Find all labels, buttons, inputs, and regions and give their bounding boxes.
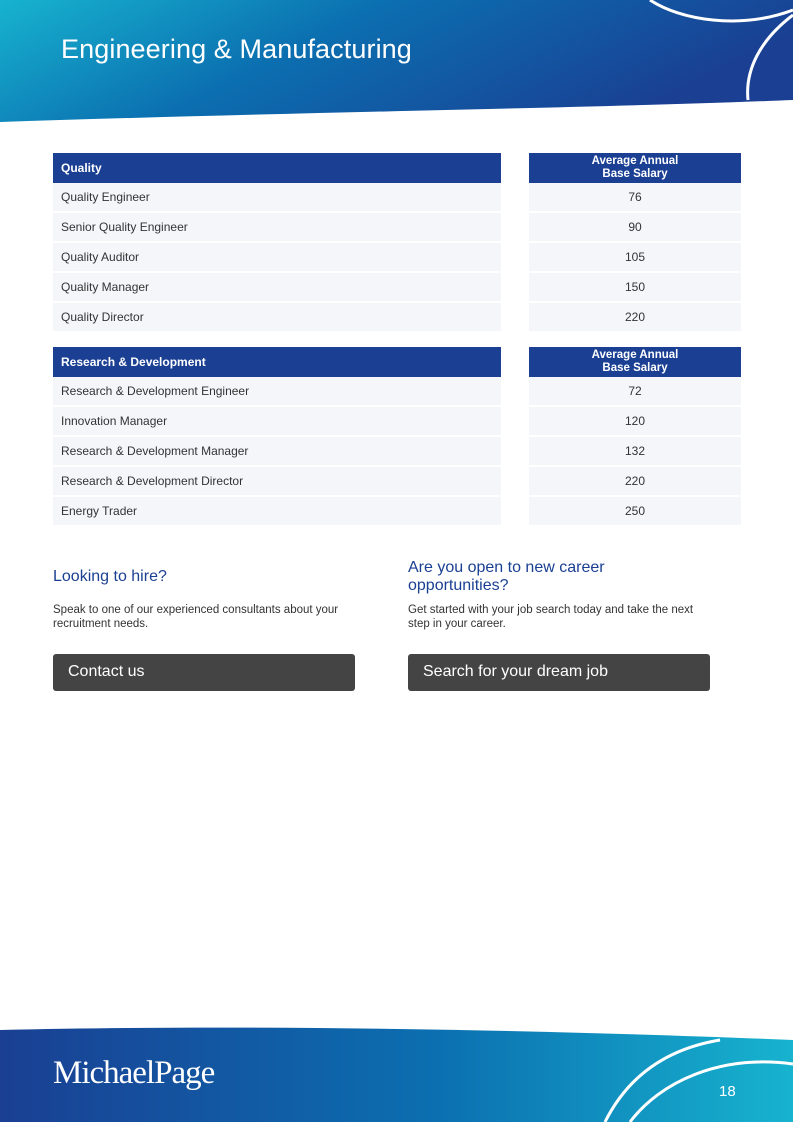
career-heading: Are you open to new career opportunities? bbox=[408, 559, 605, 594]
page-title: Engineering & Manufacturing bbox=[61, 34, 412, 64]
table-row bbox=[53, 213, 741, 241]
hire-description: Speak to one of our experienced consultants about your recruitment needs. bbox=[53, 604, 339, 630]
header-banner bbox=[0, 0, 793, 125]
search-dream-job-button[interactable] bbox=[408, 654, 710, 691]
role-name: Research & Development Engineer bbox=[61, 384, 250, 398]
table-row bbox=[53, 377, 741, 405]
salary-value: 132 bbox=[624, 444, 646, 458]
table-row bbox=[53, 273, 741, 301]
table-row bbox=[53, 407, 741, 435]
search-dream-job-label: Search for your dream job bbox=[423, 663, 608, 680]
table-row bbox=[53, 243, 741, 271]
role-name: Quality Director bbox=[61, 310, 144, 324]
michael-page-logo: MichaelPage bbox=[53, 1055, 215, 1091]
role-name: Research & Development Manager bbox=[61, 444, 249, 458]
salary-header-label: Average Annual Base Salary bbox=[591, 155, 679, 180]
salary-table-research-development bbox=[53, 347, 741, 527]
salary-value: 76 bbox=[628, 190, 642, 204]
role-name: Research & Development Director bbox=[61, 474, 244, 488]
table-row bbox=[53, 467, 741, 495]
role-name: Quality Manager bbox=[61, 280, 150, 294]
table-row bbox=[53, 497, 741, 525]
salary-value: 105 bbox=[624, 250, 646, 264]
salary-value: 220 bbox=[624, 474, 646, 488]
table-header-salary bbox=[529, 153, 741, 183]
salary-value: 72 bbox=[628, 384, 642, 398]
table-row bbox=[53, 183, 741, 211]
salary-value: 120 bbox=[624, 414, 646, 428]
contact-us-button[interactable] bbox=[53, 654, 355, 691]
hire-heading: Looking to hire? bbox=[53, 568, 167, 585]
table-header-salary bbox=[529, 347, 741, 377]
page-number: 18 bbox=[719, 1083, 736, 1100]
role-name: Quality Engineer bbox=[61, 190, 150, 204]
career-description: Get started with your job search today and take the next step in your career. bbox=[408, 604, 694, 630]
role-name: Energy Trader bbox=[61, 504, 138, 518]
contact-us-label: Contact us bbox=[68, 663, 145, 680]
table-header-category bbox=[53, 347, 501, 377]
role-name: Quality Auditor bbox=[61, 250, 140, 264]
table-header-category bbox=[53, 153, 501, 183]
salary-value: 250 bbox=[624, 504, 646, 518]
table-row bbox=[53, 303, 741, 331]
salary-value: 220 bbox=[624, 310, 646, 324]
category-label: Research & Development bbox=[61, 355, 206, 369]
table-row bbox=[53, 437, 741, 465]
role-name: Senior Quality Engineer bbox=[61, 220, 188, 234]
salary-value: 90 bbox=[628, 220, 642, 234]
salary-value: 150 bbox=[624, 280, 646, 294]
salary-table-quality bbox=[53, 153, 741, 333]
category-label: Quality bbox=[61, 161, 102, 175]
role-name: Innovation Manager bbox=[61, 414, 168, 428]
salary-header-label: Average Annual Base Salary bbox=[591, 349, 679, 374]
